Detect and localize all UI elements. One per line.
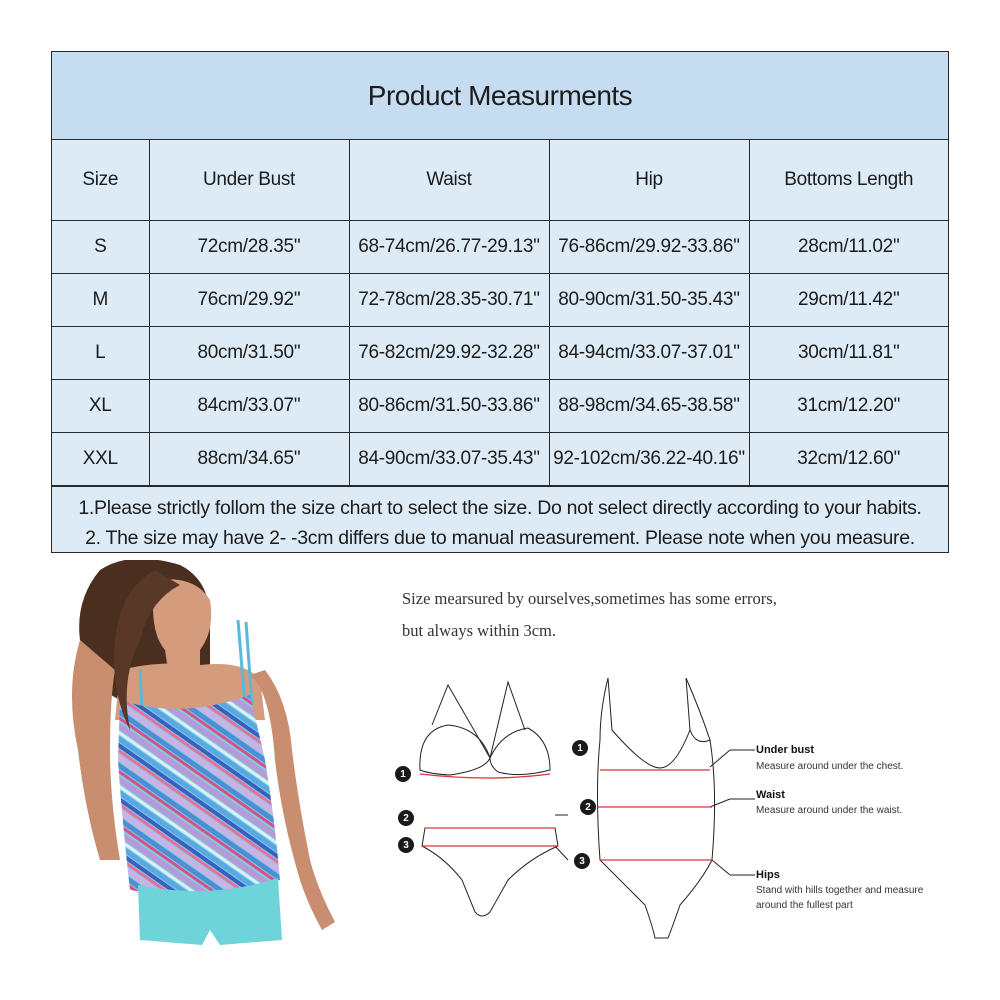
- table-cell: 84-90cm/33.07-35.43'': [349, 433, 549, 486]
- column-header: Bottoms Length: [749, 140, 948, 221]
- table-cell: XXL: [52, 433, 149, 486]
- table-cell: 68-74cm/26.77-29.13'': [349, 221, 549, 274]
- measurement-note: [402, 583, 962, 647]
- table-cell: 29cm/11.42'': [749, 274, 948, 327]
- table-cell: 80-86cm/31.50-33.86'': [349, 380, 549, 433]
- table-cell: 30cm/11.81'': [749, 327, 948, 380]
- table-cell: 72cm/28.35'': [149, 221, 349, 274]
- one-piece-body: [598, 730, 715, 938]
- marker-2-bikini: 2: [398, 810, 414, 826]
- table-cell: 80-90cm/31.50-35.43'': [549, 274, 749, 327]
- bikini-top-strap-left: [432, 685, 490, 758]
- table-cell: 92-102cm/36.22-40.16'': [549, 433, 749, 486]
- note-line: 1.Please strictly follom the size chart to select the size. Do not select directly according to your habits.: [78, 496, 922, 519]
- bikini-bottom: [422, 828, 558, 916]
- marker-1-bikini: 1: [395, 766, 411, 782]
- size-chart: [51, 51, 949, 553]
- note-line-1: Size mearsured by ourselves,sometimes has some errors,: [402, 589, 777, 608]
- product-photo: [60, 560, 360, 945]
- under-bust-desc: Measure around under the chest.: [756, 761, 904, 772]
- table-row: [52, 380, 948, 433]
- table-header-row: [52, 140, 948, 221]
- size-table: [52, 140, 948, 486]
- waist-desc: Measure around under the waist.: [756, 805, 903, 816]
- hips-desc-2: around the fullest part: [756, 900, 853, 911]
- column-header: Hip: [549, 140, 749, 221]
- table-cell: 76-82cm/29.92-32.28'': [349, 327, 549, 380]
- table-cell: 80cm/31.50'': [149, 327, 349, 380]
- marker-1-onepiece: 1: [572, 740, 588, 756]
- table-row: [52, 221, 948, 274]
- note-line: 2. The size may have 2- -3cm differs due to manual measurement. Please note when you measure.: [85, 526, 915, 549]
- waist-label: Waist: [756, 789, 785, 801]
- one-piece-straps: [608, 678, 690, 768]
- table-cell: L: [52, 327, 149, 380]
- chart-title: Product Measurments: [52, 52, 948, 140]
- table-cell: XL: [52, 380, 149, 433]
- column-header: Size: [52, 140, 149, 221]
- table-cell: 72-78cm/28.35-30.71'': [349, 274, 549, 327]
- table-cell: 31cm/12.20'': [749, 380, 948, 433]
- hips-desc-1: Stand with hills together and measure: [756, 885, 924, 896]
- table-cell: 84cm/33.07'': [149, 380, 349, 433]
- bikini-top-strap-right: [490, 682, 525, 758]
- table-cell: 28cm/11.02'': [749, 221, 948, 274]
- table-cell: 88-98cm/34.65-38.58'': [549, 380, 749, 433]
- table-row: [52, 433, 948, 486]
- marker-3-bikini: 3: [398, 837, 414, 853]
- column-header: Waist: [349, 140, 549, 221]
- marker-3-onepiece: 3: [574, 853, 590, 869]
- table-cell: S: [52, 221, 149, 274]
- table-cell: 88cm/34.65'': [149, 433, 349, 486]
- column-header: Under Bust: [149, 140, 349, 221]
- marker-2-onepiece: 2: [580, 799, 596, 815]
- bikini-cup-right: [490, 728, 550, 775]
- table-cell: M: [52, 274, 149, 327]
- table-cell: 84-94cm/33.07-37.01'': [549, 327, 749, 380]
- table-cell: 32cm/12.60'': [749, 433, 948, 486]
- note-line-2: but always within 3cm.: [402, 621, 556, 640]
- chart-notes: [52, 486, 948, 558]
- table-row: [52, 274, 948, 327]
- hips-label: Hips: [756, 869, 780, 881]
- table-row: [52, 327, 948, 380]
- under-bust-label: Under bust: [756, 744, 815, 756]
- measurement-guide: [390, 670, 950, 950]
- table-cell: 76-86cm/29.92-33.86'': [549, 221, 749, 274]
- bikini-cup-left: [420, 725, 490, 775]
- table-cell: 76cm/29.92'': [149, 274, 349, 327]
